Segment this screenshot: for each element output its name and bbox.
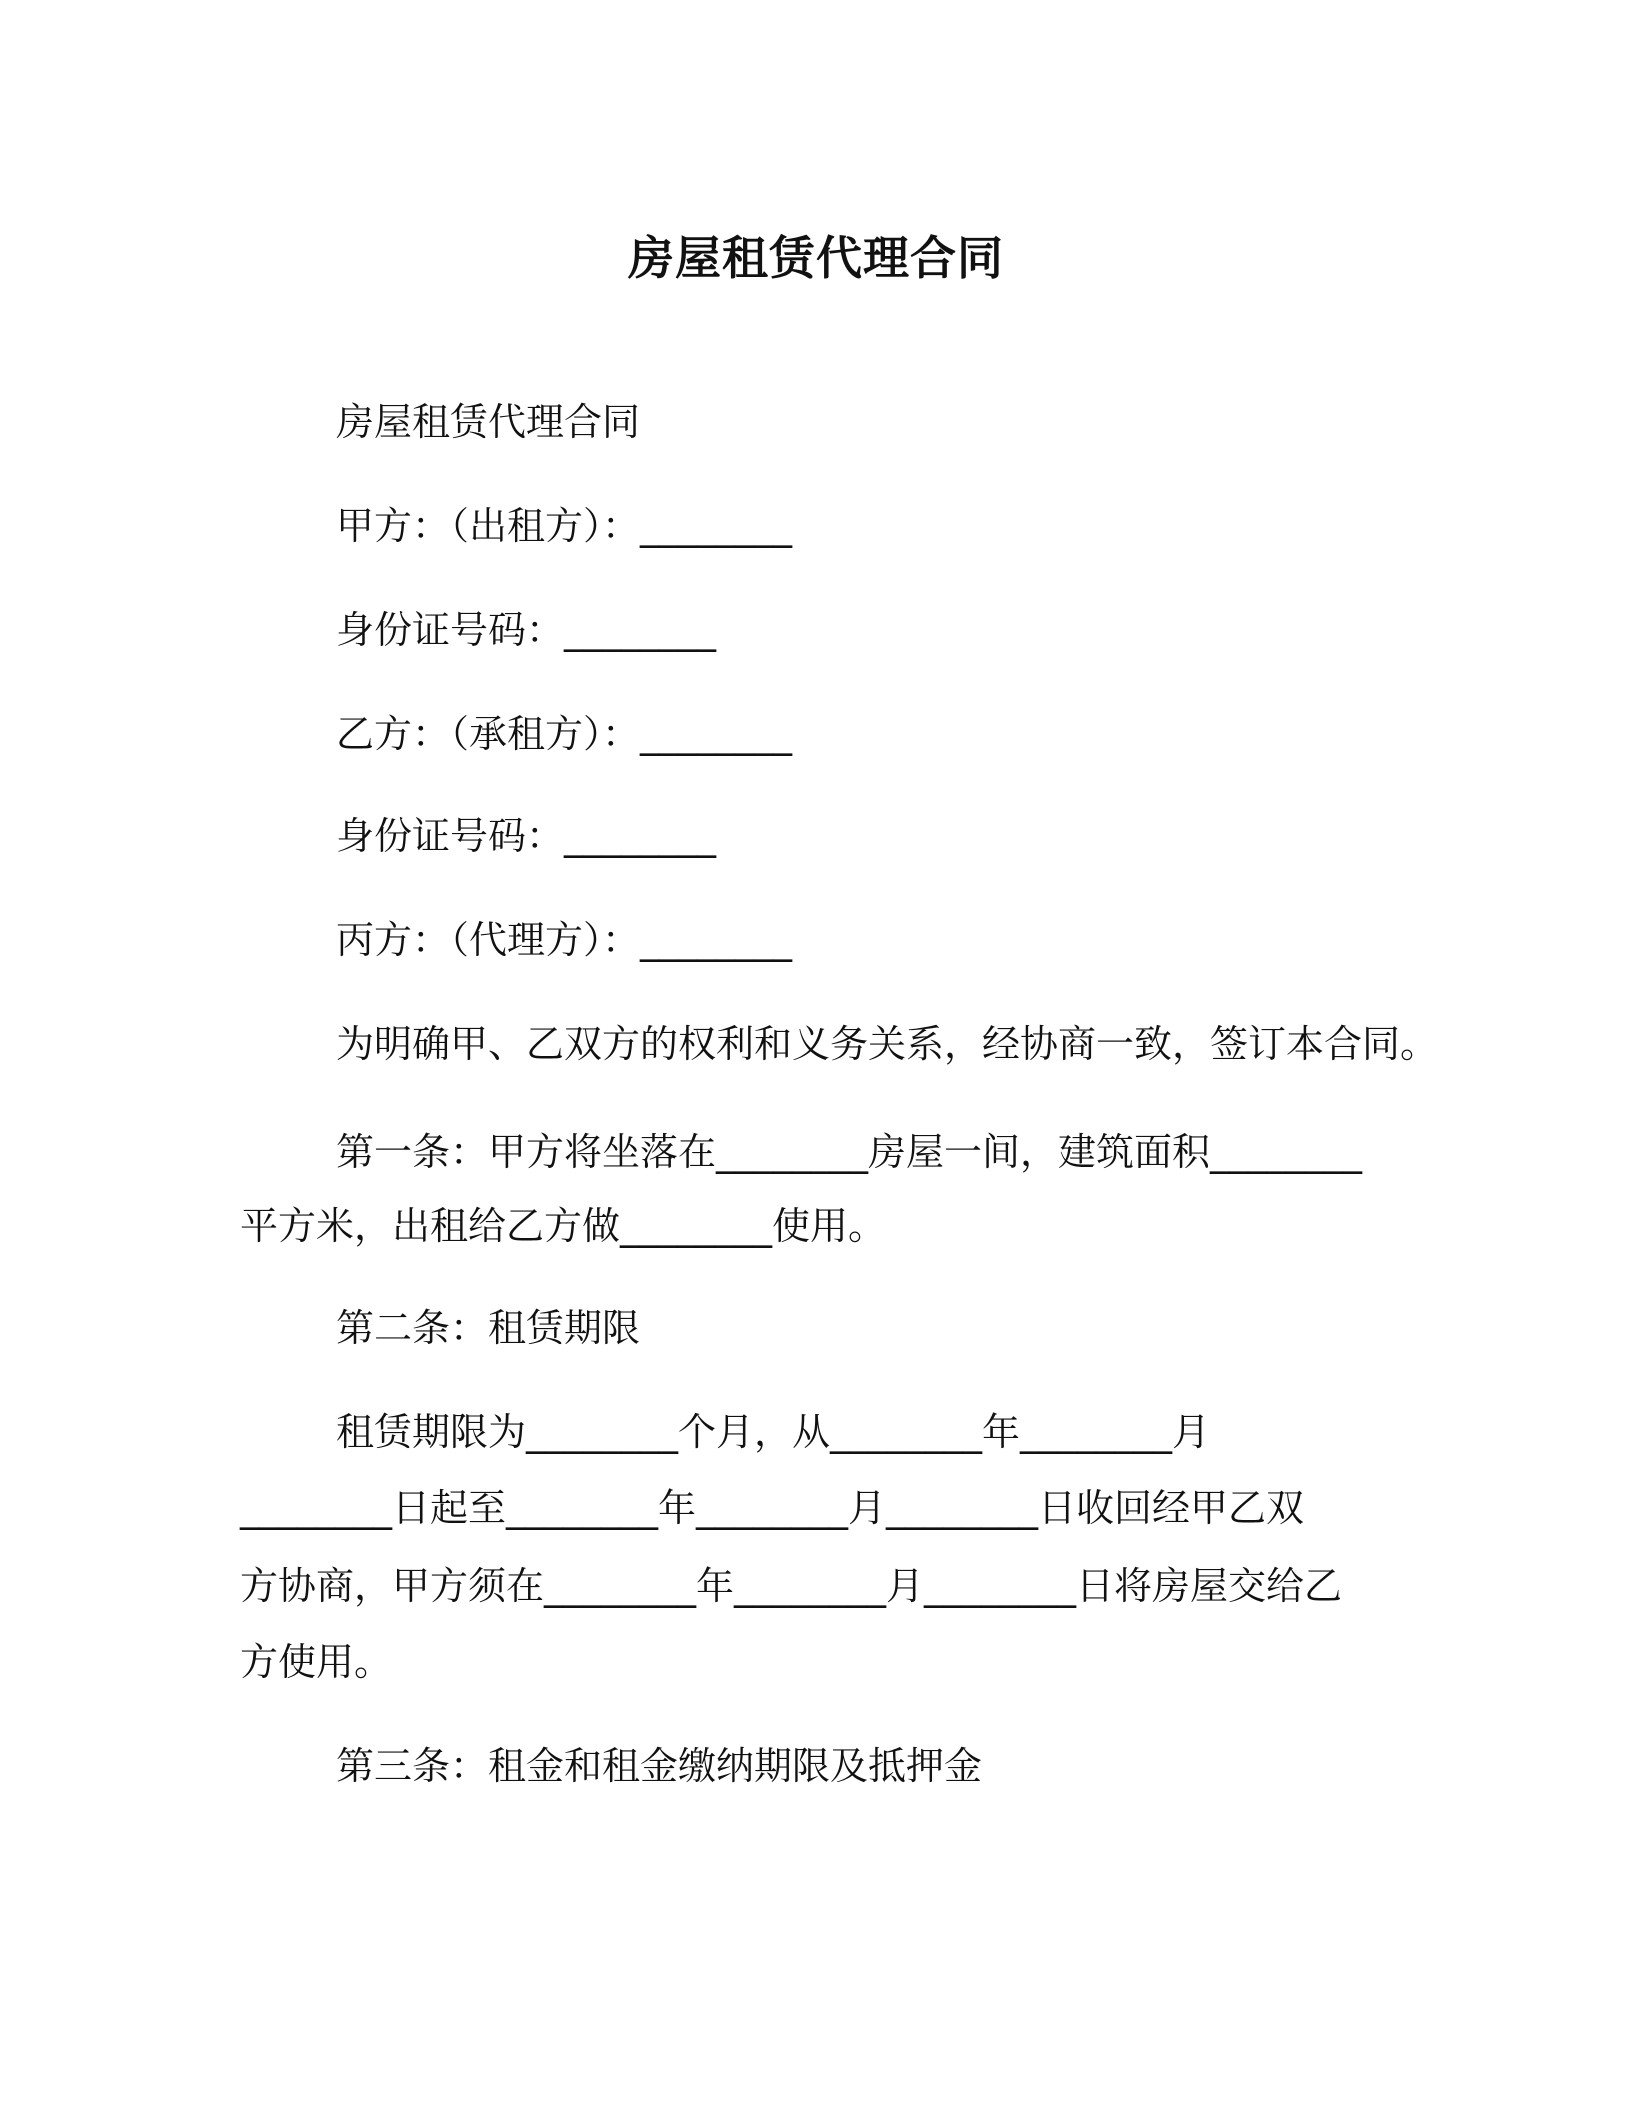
document-title: 房屋租赁代理合同 [628,231,1004,285]
article-2-line-4: 方使用。 [240,1640,393,1684]
article-1-line-2: 平方米，出租给乙方做________使用。 [240,1204,887,1248]
article-2-line-3: 方协商，甲方须在________年________月________日将房屋交给乙 [240,1564,1343,1608]
party-b-id-line: 身份证号码：________ [336,814,717,858]
party-c-line: 丙方：（代理方）：________ [336,918,793,962]
article-2-heading: 第二条：租赁期限 [336,1306,641,1350]
party-a-id-line: 身份证号码：________ [336,608,717,652]
article-2-line-1: 租赁期限为________个月，从________年________月 [336,1410,1211,1454]
article-3-heading: 第三条：租金和租金缴纳期限及抵押金 [336,1744,983,1788]
article-2-line-2: ________日起至________年________月________日收回经甲乙双 [240,1486,1305,1530]
party-a-line: 甲方：（出租方）：________ [336,504,793,548]
subtitle-line: 房屋租赁代理合同 [336,400,641,444]
party-b-line: 乙方：（承租方）：________ [336,712,793,756]
preamble-line: 为明确甲、乙双方的权利和义务关系，经协商一致，签订本合同。 [336,1022,1439,1066]
article-1-line-1: 第一条：甲方将坐落在________房屋一间，建筑面积________ [336,1130,1363,1174]
